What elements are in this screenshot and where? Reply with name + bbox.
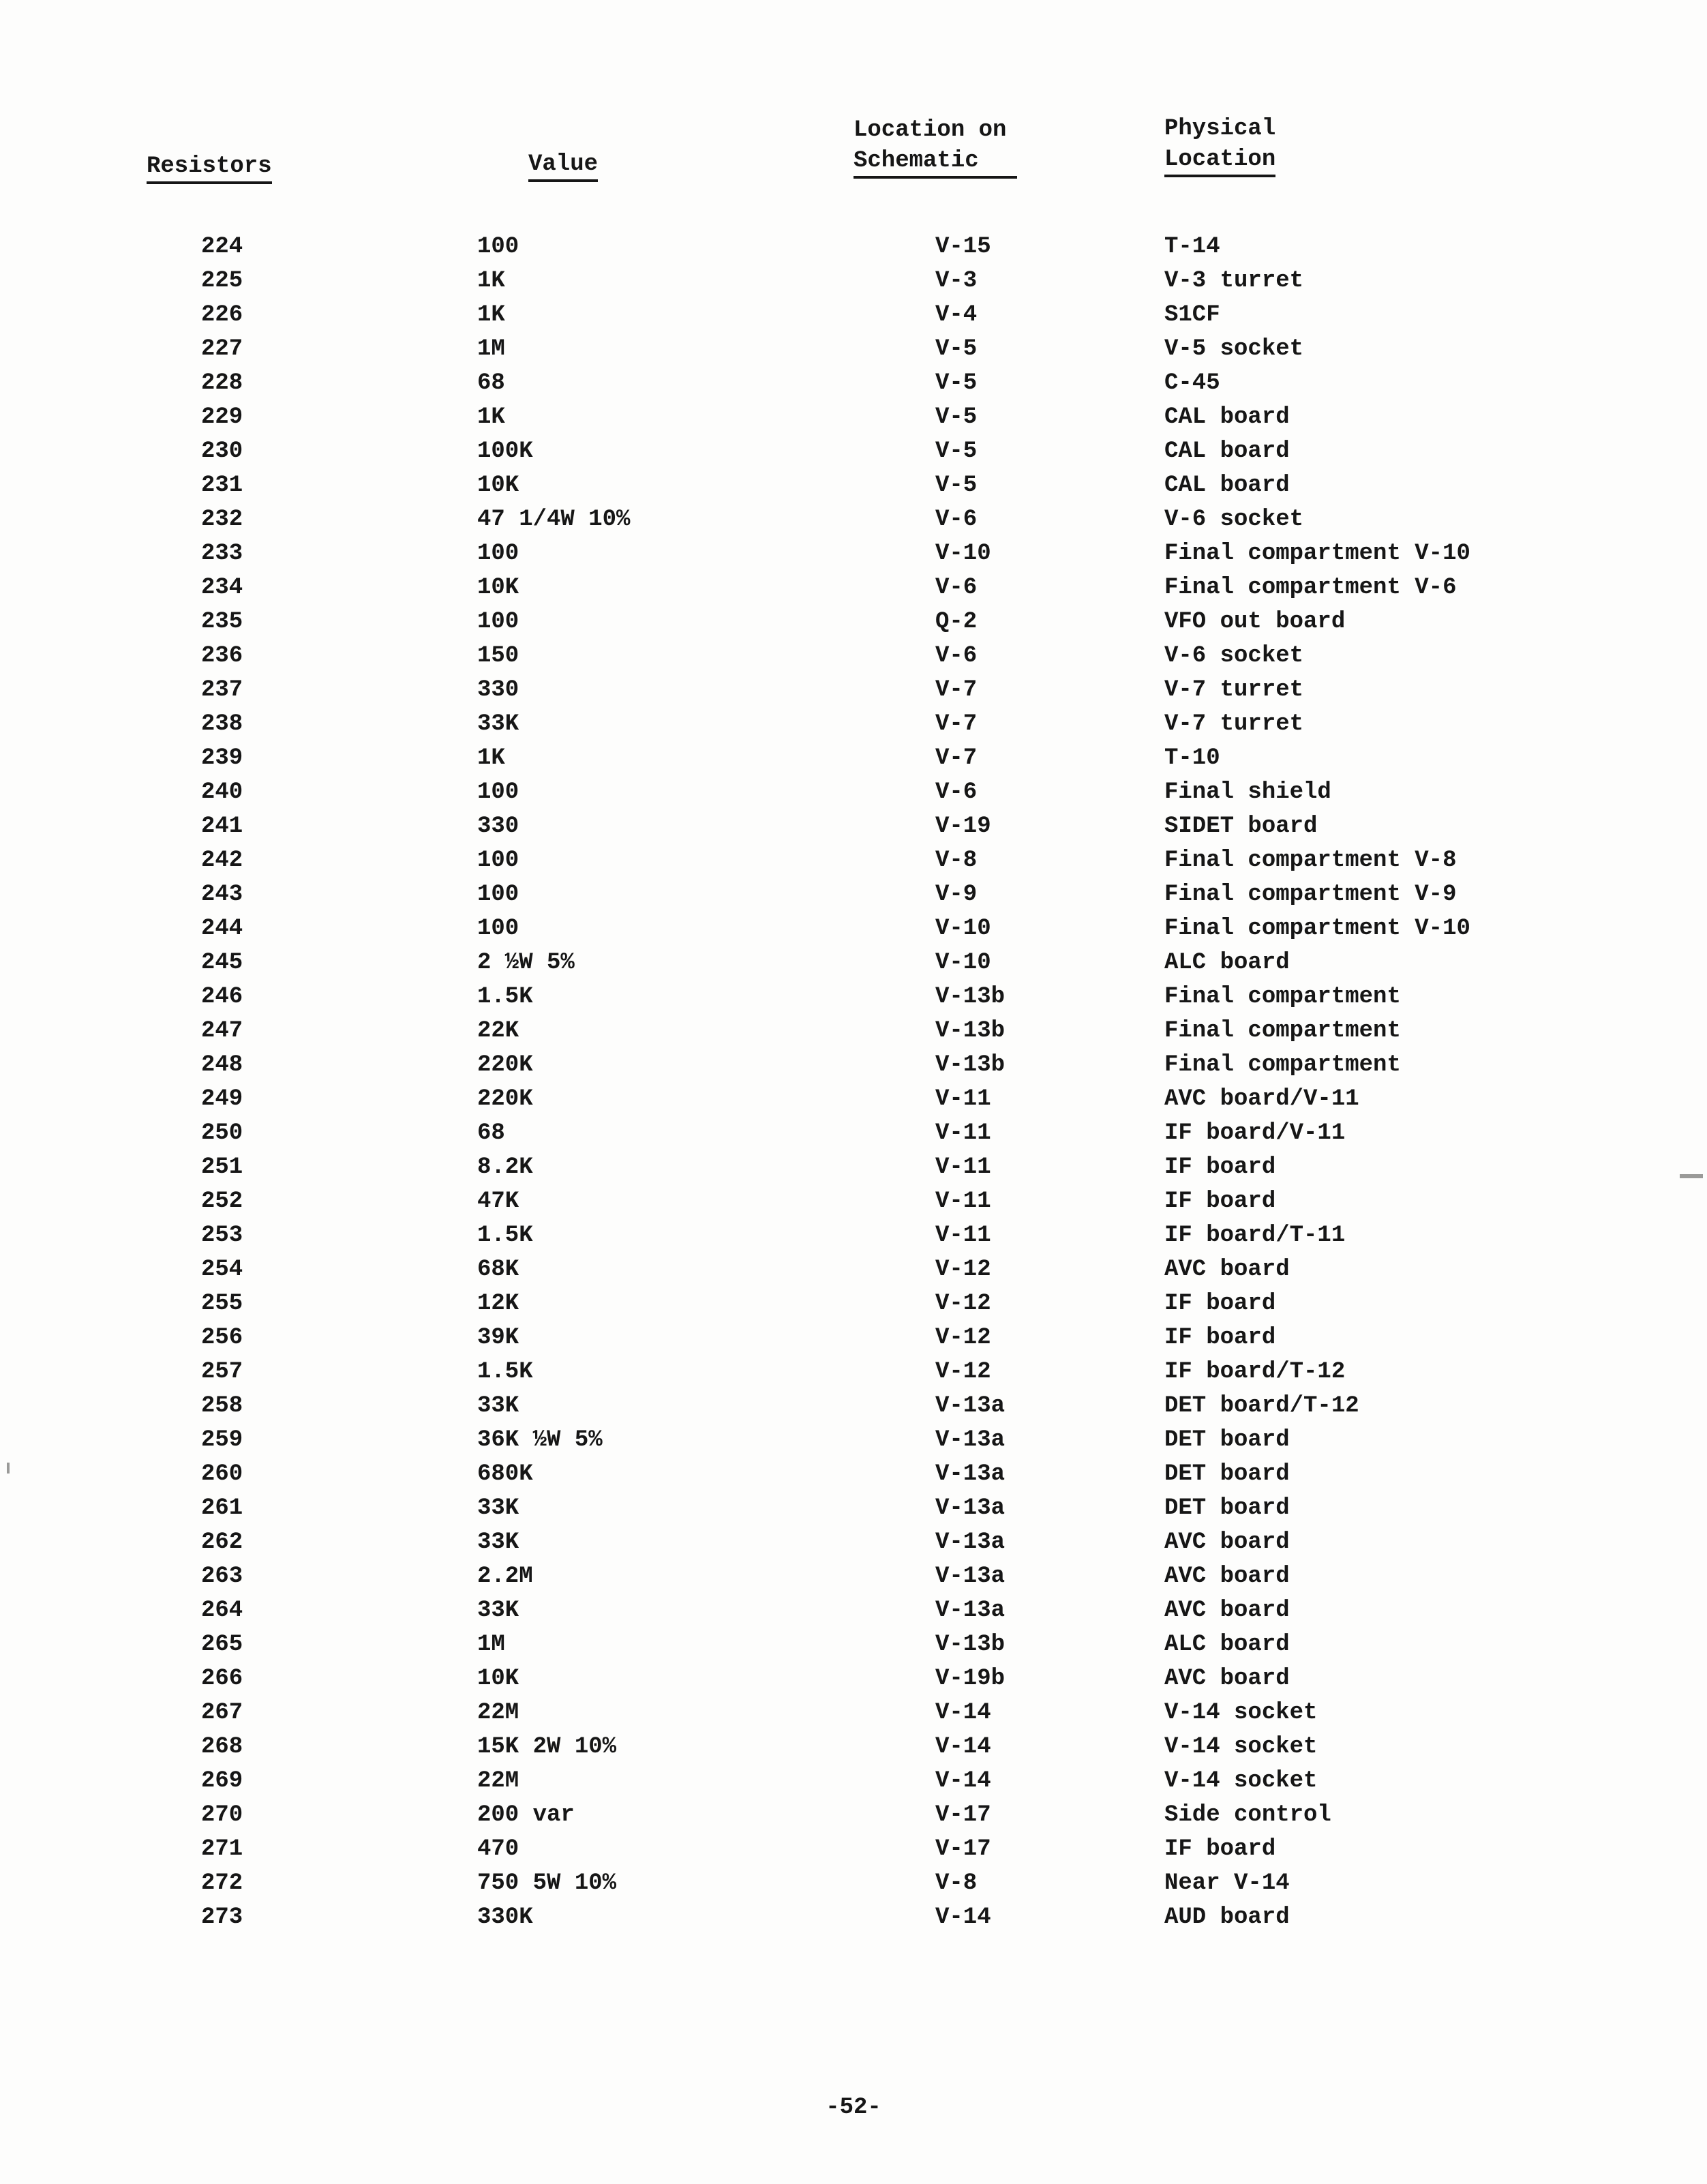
resistor-number: 264 xyxy=(201,1598,243,1624)
resistor-value: 680K xyxy=(477,1461,533,1487)
schematic-location: V-15 xyxy=(935,234,991,260)
table-row xyxy=(0,1904,1707,1939)
resistor-value: 47 1/4W 10% xyxy=(477,507,631,533)
schematic-location: V-7 xyxy=(935,677,978,703)
resistor-number: 235 xyxy=(201,609,243,635)
resistor-number: 241 xyxy=(201,813,243,839)
resistor-value: 33K xyxy=(477,1598,519,1624)
resistor-number: 226 xyxy=(201,302,243,328)
resistor-value: 200 var xyxy=(477,1802,575,1828)
column-header-physical-location xyxy=(1164,116,1275,173)
schematic-location: V-10 xyxy=(935,950,991,976)
schematic-location: V-4 xyxy=(935,302,978,328)
resistor-value: 470 xyxy=(477,1836,519,1862)
column-header-resistors-label: Resistors xyxy=(147,153,272,184)
physical-location: Final shield xyxy=(1164,779,1331,805)
resistor-number: 244 xyxy=(201,916,243,942)
resistor-number: 240 xyxy=(201,779,243,805)
resistor-value: 1K xyxy=(477,745,505,771)
table-row xyxy=(0,1836,1707,1870)
resistor-number: 229 xyxy=(201,404,243,430)
resistor-value: 100 xyxy=(477,779,519,805)
physical-location: V-5 socket xyxy=(1164,336,1304,362)
table-row xyxy=(0,268,1707,302)
table-row xyxy=(0,1632,1707,1666)
table-row xyxy=(0,473,1707,507)
table-row xyxy=(0,1359,1707,1393)
resistor-number: 231 xyxy=(201,473,243,498)
table-row xyxy=(0,370,1707,404)
resistor-value: 39K xyxy=(477,1325,519,1351)
resistor-number: 258 xyxy=(201,1393,243,1419)
table-row xyxy=(0,1734,1707,1768)
resistor-value: 1M xyxy=(477,336,505,362)
resistor-number: 247 xyxy=(201,1018,243,1044)
schematic-location: V-17 xyxy=(935,1836,991,1862)
schematic-location: V-13b xyxy=(935,984,1006,1010)
resistor-value: 1.5K xyxy=(477,984,533,1010)
physical-location: Near V-14 xyxy=(1164,1870,1290,1896)
schematic-location: Q-2 xyxy=(935,609,978,635)
table-row xyxy=(0,1564,1707,1598)
table-row xyxy=(0,234,1707,268)
physical-location: Final compartment V-9 xyxy=(1164,882,1457,908)
physical-location: IF board xyxy=(1164,1836,1276,1862)
table-row xyxy=(0,916,1707,950)
schematic-location: V-13b xyxy=(935,1632,1006,1658)
resistor-number: 227 xyxy=(201,336,243,362)
resistor-number: 271 xyxy=(201,1836,243,1862)
table-row xyxy=(0,1598,1707,1632)
physical-location: DET board xyxy=(1164,1461,1290,1487)
table-rows xyxy=(0,234,1707,1939)
physical-location: CAL board xyxy=(1164,473,1290,498)
schematic-location: V-5 xyxy=(935,370,978,396)
resistor-number: 272 xyxy=(201,1870,243,1896)
resistor-value: 68 xyxy=(477,1120,505,1146)
column-header-physical-line1: Physical xyxy=(1164,116,1276,142)
table-row xyxy=(0,1870,1707,1904)
physical-location: Final compartment xyxy=(1164,1052,1401,1078)
resistor-number: 224 xyxy=(201,234,243,260)
column-header-schematic-line1: Location on xyxy=(854,117,1007,143)
schematic-location: V-11 xyxy=(935,1086,991,1112)
column-header-physical-line2: Location xyxy=(1164,147,1275,177)
resistor-value: 33K xyxy=(477,711,519,737)
physical-location: S1CF xyxy=(1164,302,1220,328)
resistor-value: 1M xyxy=(477,1632,505,1658)
resistor-value: 10K xyxy=(477,473,519,498)
resistor-number: 237 xyxy=(201,677,243,703)
column-header-value xyxy=(528,151,598,177)
physical-location: CAL board xyxy=(1164,438,1290,464)
physical-location: T-14 xyxy=(1164,234,1220,260)
physical-location: C-45 xyxy=(1164,370,1220,396)
resistor-number: 256 xyxy=(201,1325,243,1351)
physical-location: DET board xyxy=(1164,1495,1290,1521)
resistor-number: 232 xyxy=(201,507,243,533)
schematic-location: V-14 xyxy=(935,1700,991,1726)
physical-location: AVC board xyxy=(1164,1666,1290,1692)
resistor-number: 236 xyxy=(201,643,243,669)
table-row xyxy=(0,643,1707,677)
table-row xyxy=(0,848,1707,882)
resistor-value: 12K xyxy=(477,1291,519,1317)
table-row xyxy=(0,541,1707,575)
resistor-value: 100 xyxy=(477,882,519,908)
table-row xyxy=(0,1802,1707,1836)
resistor-value: 100 xyxy=(477,848,519,873)
table-row xyxy=(0,1393,1707,1427)
physical-location: T-10 xyxy=(1164,745,1220,771)
resistor-number: 238 xyxy=(201,711,243,737)
schematic-location: V-13a xyxy=(935,1461,1006,1487)
schematic-location: V-7 xyxy=(935,711,978,737)
resistor-number: 266 xyxy=(201,1666,243,1692)
table-row xyxy=(0,677,1707,711)
schematic-location: V-8 xyxy=(935,848,978,873)
table-row xyxy=(0,1768,1707,1802)
schematic-location: V-13a xyxy=(935,1564,1006,1589)
physical-location: Final compartment xyxy=(1164,1018,1401,1044)
schematic-location: V-6 xyxy=(935,575,978,601)
resistor-number: 234 xyxy=(201,575,243,601)
schematic-location: V-10 xyxy=(935,916,991,942)
table-row xyxy=(0,1700,1707,1734)
resistor-value: 100 xyxy=(477,609,519,635)
resistor-value: 68 xyxy=(477,370,505,396)
scan-artifact xyxy=(1680,1174,1703,1178)
resistor-number: 255 xyxy=(201,1291,243,1317)
table-row xyxy=(0,1120,1707,1154)
table-row xyxy=(0,1666,1707,1700)
physical-location: Final compartment V-8 xyxy=(1164,848,1457,873)
schematic-location: V-5 xyxy=(935,404,978,430)
resistor-value: 100 xyxy=(477,541,519,567)
table-row xyxy=(0,745,1707,779)
table-row xyxy=(0,1291,1707,1325)
table-row xyxy=(0,302,1707,336)
resistor-number: 267 xyxy=(201,1700,243,1726)
resistor-value: 150 xyxy=(477,643,519,669)
scan-artifact xyxy=(7,1463,10,1474)
resistor-value: 750 5W 10% xyxy=(477,1870,617,1896)
schematic-location: V-12 xyxy=(935,1291,991,1317)
schematic-location: V-19 xyxy=(935,813,991,839)
table-row xyxy=(0,882,1707,916)
resistor-value: 22M xyxy=(477,1700,519,1726)
schematic-location: V-17 xyxy=(935,1802,991,1828)
resistor-number: 269 xyxy=(201,1768,243,1794)
schematic-location: V-14 xyxy=(935,1734,991,1760)
resistor-number: 259 xyxy=(201,1427,243,1453)
physical-location: V-6 socket xyxy=(1164,507,1304,533)
schematic-location: V-13a xyxy=(935,1427,1006,1453)
physical-location: IF board xyxy=(1164,1188,1276,1214)
physical-location: ALC board xyxy=(1164,950,1290,976)
physical-location: V-14 socket xyxy=(1164,1700,1318,1726)
resistor-value: 220K xyxy=(477,1086,533,1112)
physical-location: DET board xyxy=(1164,1427,1290,1453)
table-row xyxy=(0,1529,1707,1564)
resistor-number: 260 xyxy=(201,1461,243,1487)
resistor-number: 233 xyxy=(201,541,243,567)
schematic-location: V-12 xyxy=(935,1325,991,1351)
physical-location: IF board/T-12 xyxy=(1164,1359,1346,1385)
resistor-number: 270 xyxy=(201,1802,243,1828)
physical-location: IF board xyxy=(1164,1154,1276,1180)
physical-location: SIDET board xyxy=(1164,813,1318,839)
physical-location: Final compartment V-6 xyxy=(1164,575,1457,601)
resistor-value: 10K xyxy=(477,1666,519,1692)
resistor-number: 252 xyxy=(201,1188,243,1214)
schematic-location: V-12 xyxy=(935,1257,991,1283)
schematic-location: V-19b xyxy=(935,1666,1006,1692)
schematic-location: V-13a xyxy=(935,1495,1006,1521)
physical-location: Final compartment V-10 xyxy=(1164,541,1470,567)
schematic-location: V-5 xyxy=(935,438,978,464)
schematic-location: V-3 xyxy=(935,268,978,294)
physical-location: AVC board/V-11 xyxy=(1164,1086,1359,1112)
schematic-location: V-14 xyxy=(935,1768,991,1794)
schematic-location: V-12 xyxy=(935,1359,991,1385)
physical-location: CAL board xyxy=(1164,404,1290,430)
physical-location: DET board/T-12 xyxy=(1164,1393,1359,1419)
resistor-value: 2.2M xyxy=(477,1564,533,1589)
physical-location: AVC board xyxy=(1164,1598,1290,1624)
table-row xyxy=(0,609,1707,643)
physical-location: V-6 socket xyxy=(1164,643,1304,669)
resistor-number: 265 xyxy=(201,1632,243,1658)
physical-location: ALC board xyxy=(1164,1632,1290,1658)
resistor-value: 100 xyxy=(477,234,519,260)
resistor-value: 22K xyxy=(477,1018,519,1044)
resistor-value: 1K xyxy=(477,302,505,328)
schematic-location: V-13a xyxy=(935,1598,1006,1624)
table-row xyxy=(0,779,1707,813)
physical-location: IF board/V-11 xyxy=(1164,1120,1346,1146)
schematic-location: V-7 xyxy=(935,745,978,771)
resistor-value: 10K xyxy=(477,575,519,601)
schematic-location: V-6 xyxy=(935,643,978,669)
physical-location: IF board xyxy=(1164,1291,1276,1317)
resistor-value: 330K xyxy=(477,1904,533,1930)
schematic-location: V-11 xyxy=(935,1154,991,1180)
resistor-value: 33K xyxy=(477,1393,519,1419)
resistor-number: 230 xyxy=(201,438,243,464)
schematic-location: V-14 xyxy=(935,1904,991,1930)
resistor-value: 1.5K xyxy=(477,1359,533,1385)
column-header-value-label: Value xyxy=(528,151,598,182)
resistor-number: 251 xyxy=(201,1154,243,1180)
resistor-number: 245 xyxy=(201,950,243,976)
physical-location: AVC board xyxy=(1164,1564,1290,1589)
table-row xyxy=(0,1427,1707,1461)
resistor-number: 253 xyxy=(201,1223,243,1248)
schematic-location: V-13b xyxy=(935,1018,1006,1044)
schematic-location: V-10 xyxy=(935,541,991,567)
physical-location: V-7 turret xyxy=(1164,711,1304,737)
schematic-location: V-6 xyxy=(935,507,978,533)
schematic-location: V-8 xyxy=(935,1870,978,1896)
resistor-number: 262 xyxy=(201,1529,243,1555)
table-row xyxy=(0,1188,1707,1223)
schematic-location: V-9 xyxy=(935,882,978,908)
table-row xyxy=(0,1018,1707,1052)
resistor-number: 239 xyxy=(201,745,243,771)
resistor-number: 242 xyxy=(201,848,243,873)
physical-location: V-3 turret xyxy=(1164,268,1304,294)
physical-location: AUD board xyxy=(1164,1904,1290,1930)
physical-location: V-14 socket xyxy=(1164,1734,1318,1760)
resistor-number: 273 xyxy=(201,1904,243,1930)
resistor-number: 248 xyxy=(201,1052,243,1078)
resistor-value: 33K xyxy=(477,1529,519,1555)
resistor-number: 257 xyxy=(201,1359,243,1385)
resistor-value: 36K ½W 5% xyxy=(477,1427,603,1453)
schematic-location: V-5 xyxy=(935,473,978,498)
schematic-location: V-13b xyxy=(935,1052,1006,1078)
physical-location: Final compartment V-10 xyxy=(1164,916,1470,942)
physical-location: AVC board xyxy=(1164,1257,1290,1283)
resistor-number: 268 xyxy=(201,1734,243,1760)
resistor-value: 1K xyxy=(477,404,505,430)
table-row xyxy=(0,1257,1707,1291)
table-row xyxy=(0,438,1707,473)
resistor-value: 2 ½W 5% xyxy=(477,950,575,976)
table-row xyxy=(0,984,1707,1018)
resistor-number: 263 xyxy=(201,1564,243,1589)
physical-location: Final compartment xyxy=(1164,984,1401,1010)
table-row xyxy=(0,813,1707,848)
table-row xyxy=(0,1154,1707,1188)
schematic-location: V-11 xyxy=(935,1120,991,1146)
physical-location: AVC board xyxy=(1164,1529,1290,1555)
physical-location: VFO out board xyxy=(1164,609,1346,635)
physical-location: IF board/T-11 xyxy=(1164,1223,1346,1248)
resistor-number: 250 xyxy=(201,1120,243,1146)
column-header-resistors xyxy=(147,153,272,179)
table-row xyxy=(0,507,1707,541)
resistor-value: 22M xyxy=(477,1768,519,1794)
column-header-schematic-line2: Schematic xyxy=(854,148,1017,179)
table-row xyxy=(0,1495,1707,1529)
schematic-location: V-13a xyxy=(935,1529,1006,1555)
resistor-value: 330 xyxy=(477,677,519,703)
resistor-number: 246 xyxy=(201,984,243,1010)
resistor-value: 100K xyxy=(477,438,533,464)
resistor-value: 47K xyxy=(477,1188,519,1214)
page-number: -52- xyxy=(826,2095,881,2121)
table-row xyxy=(0,950,1707,984)
resistor-number: 261 xyxy=(201,1495,243,1521)
table-row xyxy=(0,404,1707,438)
resistor-value: 1.5K xyxy=(477,1223,533,1248)
physical-location: IF board xyxy=(1164,1325,1276,1351)
table-row xyxy=(0,711,1707,745)
physical-location: V-7 turret xyxy=(1164,677,1304,703)
resistor-value: 100 xyxy=(477,916,519,942)
table-row xyxy=(0,1325,1707,1359)
resistor-number: 254 xyxy=(201,1257,243,1283)
schematic-location: V-11 xyxy=(935,1223,991,1248)
resistor-value: 330 xyxy=(477,813,519,839)
table-row xyxy=(0,1052,1707,1086)
table-row xyxy=(0,575,1707,609)
resistor-number: 228 xyxy=(201,370,243,396)
resistor-value: 8.2K xyxy=(477,1154,533,1180)
table-row xyxy=(0,1223,1707,1257)
schematic-location: V-13a xyxy=(935,1393,1006,1419)
schematic-location: V-6 xyxy=(935,779,978,805)
column-header-schematic-location xyxy=(854,117,1017,179)
resistor-number: 225 xyxy=(201,268,243,294)
resistor-number: 249 xyxy=(201,1086,243,1112)
table-row xyxy=(0,1461,1707,1495)
schematic-location: V-11 xyxy=(935,1188,991,1214)
resistor-value: 68K xyxy=(477,1257,519,1283)
schematic-location: V-5 xyxy=(935,336,978,362)
table-row xyxy=(0,1086,1707,1120)
table-row xyxy=(0,336,1707,370)
resistor-value: 15K 2W 10% xyxy=(477,1734,617,1760)
physical-location: Side control xyxy=(1164,1802,1331,1828)
resistor-value: 1K xyxy=(477,268,505,294)
physical-location: V-14 socket xyxy=(1164,1768,1318,1794)
resistor-value: 33K xyxy=(477,1495,519,1521)
resistor-value: 220K xyxy=(477,1052,533,1078)
resistor-number: 243 xyxy=(201,882,243,908)
